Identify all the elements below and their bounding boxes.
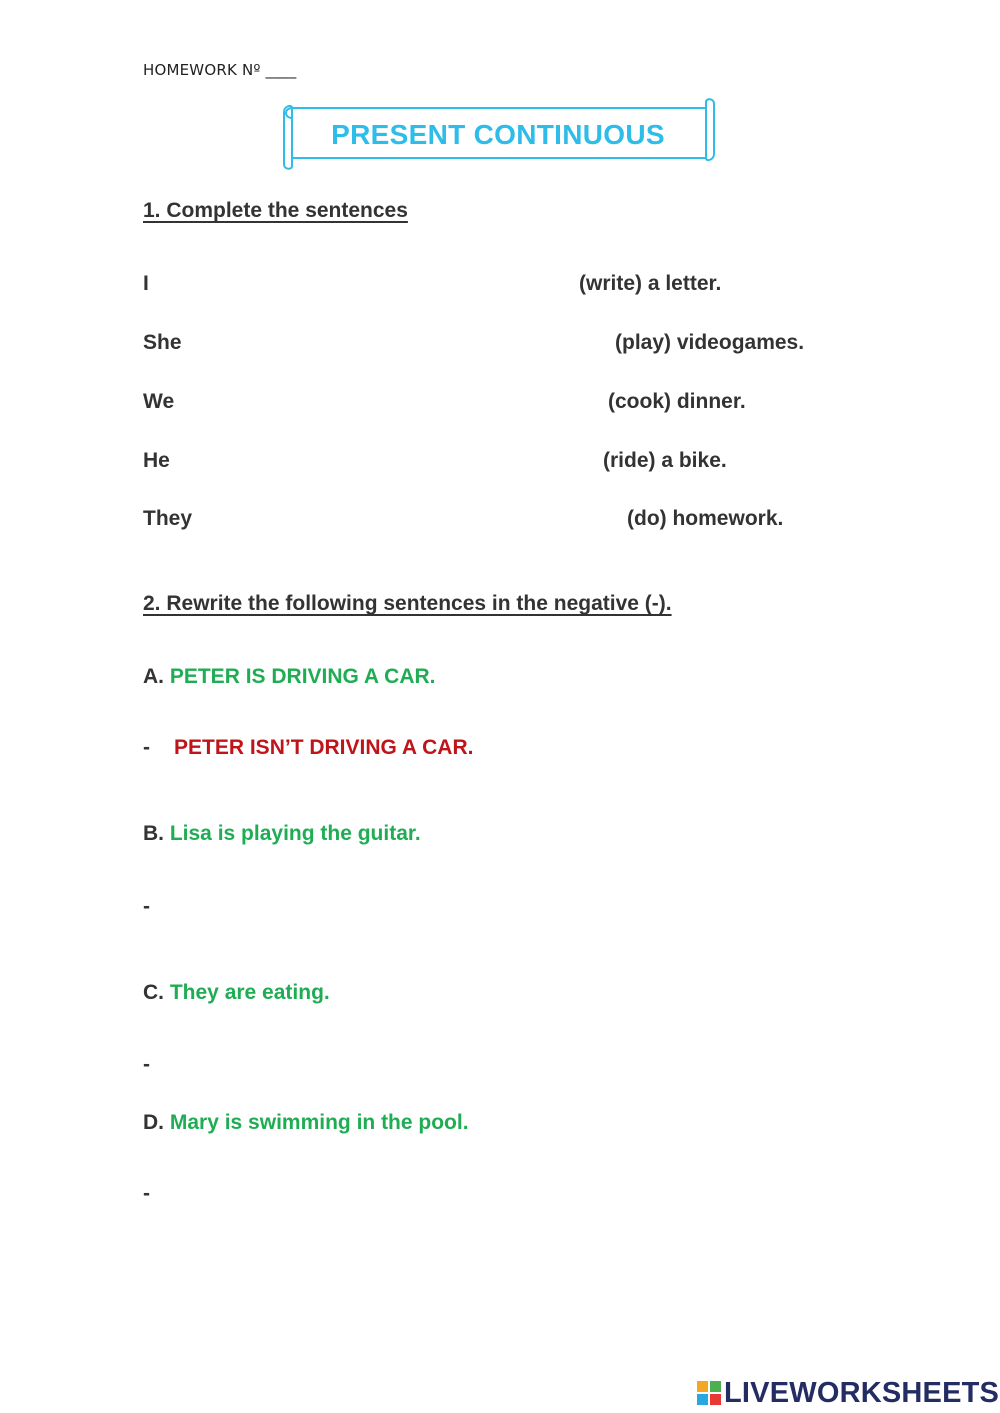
- item-c-dash: -: [143, 1053, 150, 1076]
- sentence5-verb-hint: (do) homework.: [627, 507, 784, 530]
- item-d-dash: -: [143, 1182, 150, 1205]
- item-d-sentence: Mary is swimming in the pool.: [169, 1111, 469, 1134]
- item-a: [143, 665, 435, 689]
- sentence2-verb-hint: (play) videogames.: [615, 331, 805, 354]
- sentence3-subject: We: [143, 390, 175, 413]
- item-a-answer: PETER ISN’T DRIVING A CAR.: [174, 736, 474, 759]
- item-b-sentence: Lisa is playing the guitar.: [169, 822, 421, 845]
- liveworksheets-logo-text: LIVEWORKSHEETS: [724, 1377, 1000, 1409]
- section2-heading: 2. Rewrite the following sentences in the negative (-).: [143, 592, 672, 615]
- item-b-dash: -: [143, 895, 150, 918]
- sentence4-verb-hint: (ride) a bike.: [603, 449, 727, 472]
- sentence2-subject: She: [143, 331, 182, 354]
- sentence1-subject: I: [143, 272, 149, 295]
- sentence5-subject: They: [143, 507, 193, 530]
- sentence3-verb-hint: (cook) dinner.: [608, 390, 746, 413]
- item-d-letter: D.: [143, 1111, 164, 1134]
- sentence1-verb-hint: (write) a letter.: [579, 272, 722, 295]
- item-c-letter: C.: [143, 981, 164, 1004]
- item-b-letter: B.: [143, 822, 164, 845]
- item-a-sentence: PETER IS DRIVING A CAR.: [169, 665, 436, 688]
- item-a-dash: -: [143, 736, 150, 759]
- worksheet-title: PRESENT CONTINUOUS: [331, 119, 665, 150]
- liveworksheets-logo-icon: [697, 1381, 721, 1405]
- item-d: [143, 1111, 469, 1135]
- item-c: [143, 981, 330, 1005]
- item-a-letter: A.: [143, 665, 164, 688]
- item-b: [143, 822, 421, 846]
- section1-heading: 1. Complete the sentences: [143, 199, 408, 222]
- title-banner: [280, 98, 716, 172]
- homework-number-label: HOMEWORK Nº ____: [143, 61, 297, 79]
- sentence4-subject: He: [143, 449, 170, 472]
- item-c-sentence: They are eating.: [169, 981, 330, 1004]
